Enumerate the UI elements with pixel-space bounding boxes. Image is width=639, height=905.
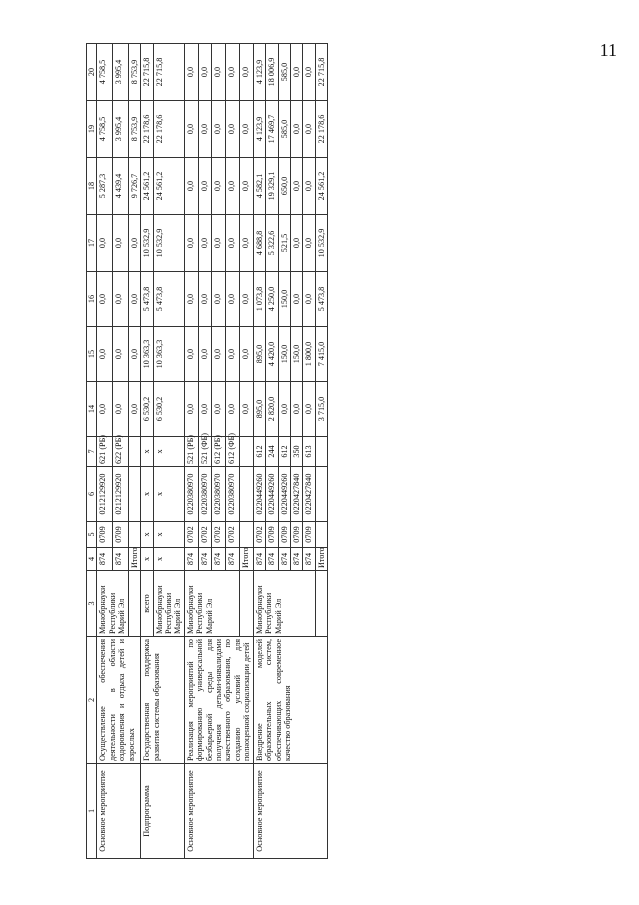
row-value: 585,0 <box>278 101 290 158</box>
row-value: 0,0 <box>184 272 198 327</box>
row-value: 0,0 <box>184 101 198 158</box>
row-code-c5 <box>315 522 327 548</box>
row-value: 0,0 <box>226 382 240 437</box>
row-code-c4: 874 <box>291 548 303 571</box>
column-header: 16 <box>87 272 97 327</box>
column-header: 6 <box>87 467 97 522</box>
row-value: 22 715,8 <box>153 44 184 101</box>
column-header: 15 <box>87 327 97 382</box>
row-type: Основное мероприятие <box>253 764 328 859</box>
row-value: 3 995,4 <box>113 44 129 101</box>
row-code-c4: 874 <box>253 548 265 571</box>
row-value: 5 322,6 <box>266 215 278 272</box>
row-value: 10 363,3 <box>153 327 184 382</box>
row-value: 0,0 <box>212 44 226 101</box>
budget-table <box>86 43 328 859</box>
row-value: 0,0 <box>291 215 303 272</box>
column-header: 4 <box>87 548 97 571</box>
column-header: 18 <box>87 158 97 215</box>
row-code-c6: х <box>153 467 184 522</box>
row-value: 0,0 <box>291 382 303 437</box>
table-row <box>253 44 265 859</box>
row-code-c4: 874 <box>198 548 212 571</box>
row-code-c7: 612 (ФБ) <box>226 437 240 467</box>
row-code-c5: 0709 <box>97 522 113 548</box>
table-row <box>97 44 113 859</box>
row-code-c6: 0220449260 <box>253 467 265 522</box>
row-value: 0,0 <box>239 272 253 327</box>
row-executor: всего <box>141 571 153 637</box>
row-value: 2 820,0 <box>266 382 278 437</box>
row-code-c4: 874 <box>97 548 113 571</box>
row-code-c5 <box>239 522 253 548</box>
row-value: 3 715,0 <box>315 382 327 437</box>
row-value: 0,0 <box>184 327 198 382</box>
row-value: 0,0 <box>212 272 226 327</box>
row-value: 0,0 <box>97 215 113 272</box>
row-value: 0,0 <box>128 215 140 272</box>
row-value: 4 758,5 <box>97 101 113 158</box>
row-value: 4 439,4 <box>113 158 129 215</box>
row-value: 17 469,7 <box>266 101 278 158</box>
row-value: 0,0 <box>198 101 212 158</box>
row-code-c6: 0220427840 <box>291 467 303 522</box>
row-executor <box>239 571 253 637</box>
row-value: 895,0 <box>253 327 265 382</box>
row-value: 0,0 <box>303 44 315 101</box>
row-value: 0,0 <box>212 101 226 158</box>
row-value: 0,0 <box>212 327 226 382</box>
row-value: 4 420,0 <box>266 327 278 382</box>
row-value: 150,0 <box>291 327 303 382</box>
row-value: 0,0 <box>226 44 240 101</box>
row-value: 5 287,3 <box>97 158 113 215</box>
row-value: 0,0 <box>239 44 253 101</box>
row-code-c4: 874 <box>266 548 278 571</box>
row-value: 0,0 <box>239 382 253 437</box>
row-value: 22 715,8 <box>315 44 327 101</box>
table-row <box>141 44 153 859</box>
row-value: 10 363,3 <box>141 327 153 382</box>
row-value: 0,0 <box>303 101 315 158</box>
row-value: 10 532,9 <box>141 215 153 272</box>
row-value: 8 753,9 <box>128 101 140 158</box>
row-code-c5: 0709 <box>113 522 129 548</box>
row-executor: Минобрнауки Республики Марий Эл <box>153 571 184 637</box>
row-value: 22 178,6 <box>153 101 184 158</box>
row-value: 0,0 <box>97 327 113 382</box>
row-code-c6 <box>315 467 327 522</box>
row-value: 9 726,7 <box>128 158 140 215</box>
column-header: 14 <box>87 382 97 437</box>
row-code-c5: х <box>141 522 153 548</box>
row-value: 0,0 <box>113 272 129 327</box>
row-description: Внедрение моделей образовательных систем, обеспечивающих современное качество образования <box>253 637 328 764</box>
row-code-c4: Итого <box>128 548 140 571</box>
row-value: 0,0 <box>198 382 212 437</box>
row-value: 6 530,2 <box>153 382 184 437</box>
row-code-c5: 0702 <box>253 522 265 548</box>
row-code-c7: 244 <box>266 437 278 467</box>
column-header: 19 <box>87 101 97 158</box>
row-code-c7: 612 (РБ) <box>212 437 226 467</box>
row-code-c7: 521 (ФБ) <box>198 437 212 467</box>
row-value: 24 561,2 <box>141 158 153 215</box>
row-value: 10 532,9 <box>153 215 184 272</box>
row-value: 0,0 <box>198 44 212 101</box>
row-value: 5 473,8 <box>153 272 184 327</box>
row-code-c5: 0702 <box>212 522 226 548</box>
row-value: 0,0 <box>113 215 129 272</box>
row-value: 0,0 <box>184 382 198 437</box>
row-code-c6: 0220380970 <box>184 467 198 522</box>
row-code-c6: 0220449260 <box>266 467 278 522</box>
row-code-c6 <box>239 467 253 522</box>
row-value: 0,0 <box>226 101 240 158</box>
row-value: 7 415,0 <box>315 327 327 382</box>
row-code-c5: 0709 <box>303 522 315 548</box>
row-type: Подпрограмма <box>141 764 185 859</box>
row-executor <box>128 571 140 637</box>
row-value: 5 473,8 <box>315 272 327 327</box>
row-value: 1 800,0 <box>303 327 315 382</box>
row-code-c7: 521 (РБ) <box>184 437 198 467</box>
row-code-c6: 0220380970 <box>226 467 240 522</box>
row-code-c7: 622 (РБ) <box>113 437 129 467</box>
row-code-c5: 0709 <box>266 522 278 548</box>
row-code-c7 <box>315 437 327 467</box>
row-code-c7: 621 (РБ) <box>97 437 113 467</box>
row-value: 0,0 <box>113 382 129 437</box>
row-code-c5 <box>128 522 140 548</box>
row-code-c4: 874 <box>184 548 198 571</box>
row-value: 0,0 <box>97 272 113 327</box>
row-code-c6: 0220427840 <box>303 467 315 522</box>
row-value: 18 006,9 <box>266 44 278 101</box>
row-value: 585,0 <box>278 44 290 101</box>
row-value: 8 753,9 <box>128 44 140 101</box>
row-executor: Минобрнауки Республики Марий Эл <box>253 571 315 637</box>
row-code-c4: х <box>153 548 184 571</box>
column-header: 5 <box>87 522 97 548</box>
row-value: 0,0 <box>303 215 315 272</box>
row-value: 0,0 <box>239 327 253 382</box>
row-code-c4: 874 <box>303 548 315 571</box>
rotated-table-wrapper <box>86 44 556 859</box>
column-header: 17 <box>87 215 97 272</box>
row-code-c5: 0709 <box>278 522 290 548</box>
row-code-c5: 0702 <box>198 522 212 548</box>
row-value: 4 250,0 <box>266 272 278 327</box>
row-value: 1 073,8 <box>253 272 265 327</box>
row-value: 0,0 <box>113 327 129 382</box>
row-value: 4 123,9 <box>253 44 265 101</box>
row-code-c7: х <box>153 437 184 467</box>
row-value: 0,0 <box>303 382 315 437</box>
row-type: Основное мероприятие <box>184 764 253 859</box>
row-code-c6: х <box>141 467 153 522</box>
row-value: 0,0 <box>291 158 303 215</box>
row-value: 0,0 <box>291 101 303 158</box>
row-value: 0,0 <box>278 382 290 437</box>
row-code-c7: 612 <box>253 437 265 467</box>
row-value: 0,0 <box>239 101 253 158</box>
row-value: 0,0 <box>184 215 198 272</box>
column-header: 1 <box>87 764 97 859</box>
row-value: 150,0 <box>278 272 290 327</box>
row-value: 22 715,8 <box>141 44 153 101</box>
row-value: 24 561,2 <box>315 158 327 215</box>
row-value: 895,0 <box>253 382 265 437</box>
page-number: 11 <box>599 40 617 60</box>
row-code-c6: 0212129920 <box>113 467 129 522</box>
row-value: 0,0 <box>291 44 303 101</box>
row-value: 4 688,8 <box>253 215 265 272</box>
column-header: 7 <box>87 437 97 467</box>
row-value: 4 758,5 <box>97 44 113 101</box>
row-value: 5 473,8 <box>141 272 153 327</box>
row-value: 0,0 <box>303 158 315 215</box>
row-value: 10 532,9 <box>315 215 327 272</box>
row-code-c5: 0702 <box>226 522 240 548</box>
row-value: 0,0 <box>198 158 212 215</box>
row-code-c4: Итого <box>239 548 253 571</box>
row-code-c7 <box>239 437 253 467</box>
row-code-c7: х <box>141 437 153 467</box>
row-value: 4 582,1 <box>253 158 265 215</box>
row-value: 6 530,2 <box>141 382 153 437</box>
row-value: 24 561,2 <box>153 158 184 215</box>
row-executor <box>315 571 327 637</box>
row-code-c6 <box>128 467 140 522</box>
column-header: 3 <box>87 571 97 637</box>
column-header: 2 <box>87 637 97 764</box>
row-type: Основное мероприятие <box>97 764 141 859</box>
row-value: 0,0 <box>97 382 113 437</box>
header-row <box>87 44 97 859</box>
row-value: 650,0 <box>278 158 290 215</box>
row-value: 22 178,6 <box>315 101 327 158</box>
row-code-c5: 0702 <box>184 522 198 548</box>
row-value: 0,0 <box>198 215 212 272</box>
row-value: 3 995,4 <box>113 101 129 158</box>
row-value: 0,0 <box>239 215 253 272</box>
row-code-c6: 0220380970 <box>212 467 226 522</box>
row-value: 22 178,6 <box>141 101 153 158</box>
row-description: Государственная поддержка развития системы образования <box>141 637 185 764</box>
row-code-c4: Итого <box>315 548 327 571</box>
row-value: 0,0 <box>184 44 198 101</box>
row-value: 4 123,9 <box>253 101 265 158</box>
row-code-c4: 874 <box>278 548 290 571</box>
row-description: Реализация мероприятий по формированию универсальной безбарьерной среды для получения детьми-инвалидами качественного образования, по созданию условий для полноценной социализации детей <box>184 637 253 764</box>
row-value: 0,0 <box>128 327 140 382</box>
row-value: 0,0 <box>198 272 212 327</box>
row-code-c4: 874 <box>226 548 240 571</box>
row-code-c5: х <box>153 522 184 548</box>
row-value: 0,0 <box>198 327 212 382</box>
table-body <box>97 44 328 859</box>
row-code-c4: 874 <box>113 548 129 571</box>
row-value: 0,0 <box>226 272 240 327</box>
row-value: 0,0 <box>226 327 240 382</box>
row-value: 0,0 <box>128 272 140 327</box>
column-header: 20 <box>87 44 97 101</box>
row-value: 150,0 <box>278 327 290 382</box>
row-value: 0,0 <box>226 215 240 272</box>
row-value: 0,0 <box>226 158 240 215</box>
row-code-c6: 0220449260 <box>278 467 290 522</box>
row-code-c7: 613 <box>303 437 315 467</box>
row-code-c5: 0709 <box>291 522 303 548</box>
row-value: 0,0 <box>212 215 226 272</box>
row-code-c6: 0220380970 <box>198 467 212 522</box>
table-row <box>184 44 198 859</box>
row-value: 19 329,1 <box>266 158 278 215</box>
row-description: Осуществление обеспечения деятельности в области оздоровления и отдыха детей и взрослых <box>97 637 141 764</box>
row-value: 521,5 <box>278 215 290 272</box>
row-code-c4: 874 <box>212 548 226 571</box>
row-value: 0,0 <box>303 272 315 327</box>
row-value: 0,0 <box>291 272 303 327</box>
row-value: 0,0 <box>184 158 198 215</box>
row-code-c7 <box>128 437 140 467</box>
row-code-c4: х <box>141 548 153 571</box>
row-value: 0,0 <box>239 158 253 215</box>
row-code-c6: 0212129920 <box>97 467 113 522</box>
row-code-c7: 612 <box>278 437 290 467</box>
row-executor: Минобрнауки Республики Марий Эл <box>184 571 239 637</box>
row-value: 0,0 <box>212 158 226 215</box>
row-executor: Минобрнауки Республики Марий Эл <box>97 571 128 637</box>
row-value: 0,0 <box>128 382 140 437</box>
row-code-c7: 350 <box>291 437 303 467</box>
row-value: 0,0 <box>212 382 226 437</box>
